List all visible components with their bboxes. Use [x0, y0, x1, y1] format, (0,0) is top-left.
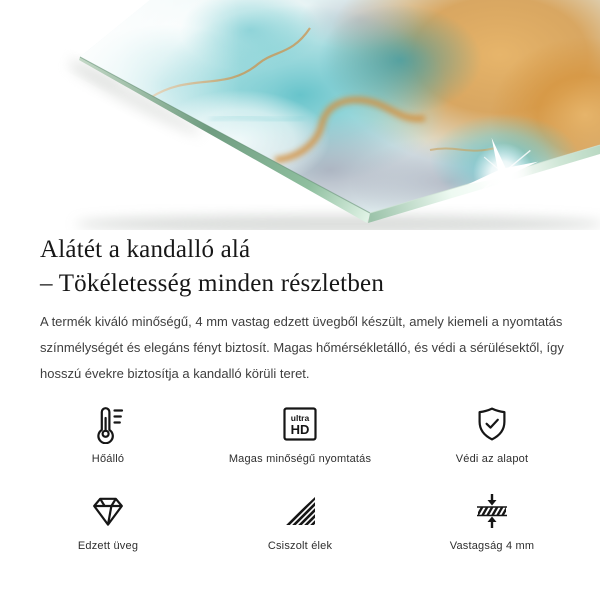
page-title-line1: Alátét a kandalló alá: [40, 236, 251, 263]
description-line: színmélységét és elegáns fényt biztosít. Magas hőmérsékletálló, és védi a sérülésektől, így: [40, 340, 564, 355]
svg-text:ultra: ultra: [290, 413, 310, 423]
feature-label: Védi az alapot: [455, 453, 529, 465]
thermometer-icon: [88, 404, 128, 444]
feature-label: Magas minőségű nyomtatás: [228, 453, 372, 465]
ultra-hd-icon: [280, 404, 320, 444]
product-photo: [0, 0, 600, 230]
feature-label: Hőálló: [91, 453, 125, 465]
product-description: [40, 309, 580, 387]
description-line: A termék kiváló minőségű, 4 mm vastag edzett üvegből készült, amely kiemeli a nyomtatás: [40, 314, 563, 329]
svg-text:HD: HD: [290, 422, 310, 437]
shield-check-icon: [472, 404, 512, 444]
thickness-icon: [472, 491, 512, 531]
page-title: [40, 233, 384, 301]
feature-ultra-hd-print: [204, 404, 396, 465]
polished-edges-icon: [280, 491, 320, 531]
diamond-icon: [88, 491, 128, 531]
description-line: hosszú évekre biztosítja a kandalló körüli teret.: [40, 366, 310, 381]
feature-label: Csiszolt élek: [267, 540, 333, 552]
features-grid: [12, 404, 588, 552]
feature-thickness: [396, 491, 588, 552]
feature-protects-base: [396, 404, 588, 465]
feature-tempered-glass: [12, 491, 204, 552]
feature-label: Vastagság 4 mm: [449, 540, 535, 552]
page-title-line2: – Tökéletesség minden részletben: [40, 270, 385, 297]
feature-label: Edzett üveg: [77, 540, 139, 552]
feature-polished-edges: [204, 491, 396, 552]
feature-heat-resistant: [12, 404, 204, 465]
